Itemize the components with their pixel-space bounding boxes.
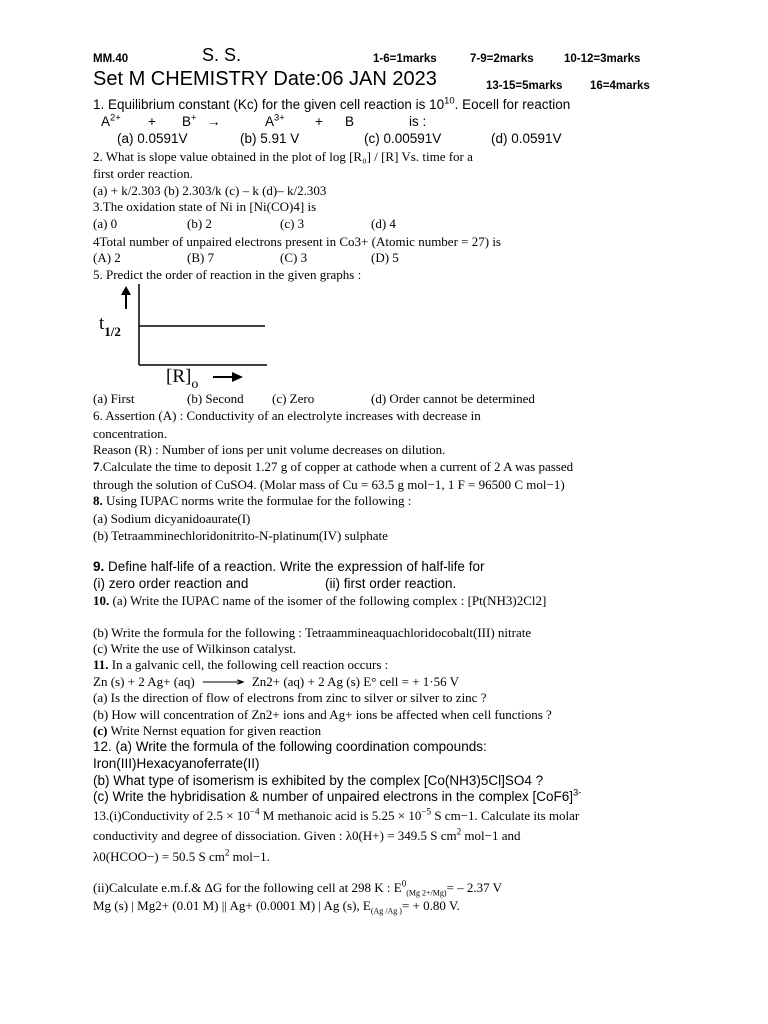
q10-part-a: 10. (a) Write the IUPAC name of the isomer of the following complex : [Pt(NH3)2Cl2] [93, 593, 547, 608]
q3-option-a: (a) 0 [93, 216, 118, 231]
q1-stem: 1. Equilibrium constant (Kc) for the given cell reaction is $10^{10}$. Eocell for reaction [93, 95, 571, 112]
graph-x-label: $[R]_o$ [166, 366, 199, 392]
marks-scheme-3: 10-12=3marks [564, 53, 641, 65]
q5-option-d: (d) Order cannot be determined [371, 391, 535, 406]
q9-stem: 9. Define half-life of a reaction. Write the expression of half-life for [93, 559, 485, 574]
q2-line2: first order reaction. [93, 166, 193, 181]
q13-line5: Mg (s) | Mg2+ (0.01 M) || Ag+ (0.0001 M) | Ag (s), $E_{(Ag /Ag )}= + 0.80$ V. [93, 898, 460, 916]
q1-option-c: (c) 0.00591V [364, 131, 442, 146]
q9-part-i: (i) zero order reaction and [93, 576, 249, 591]
q4-option-b: (B) 7 [187, 250, 215, 265]
q11-part-b: (b) How will concentration of Zn2+ ions and Ag+ ions be affected when cell functions ? [93, 707, 552, 722]
q7-line1: 7.Calculate the time to deposit 1.27 g of copper at cathode when a current of 2 A was passed [93, 459, 574, 474]
q2-line1: 2. What is slope value obtained in the plot of log [R₀] / [R] Vs. time for a [93, 149, 473, 164]
q12-part-a: 12. (a) Write the formula of the following coordination compounds: [93, 739, 487, 754]
graph-x-arrow [213, 372, 243, 382]
page-title: Set M CHEMISTRY Date:06 JAN 2023 [93, 68, 437, 90]
q1-option-a: (a) 0.0591V [117, 131, 188, 146]
q4-option-d: (D) 5 [371, 250, 399, 265]
q13-line3: λ0(HCOO−) = 50.5 S $cm^2$ mol−1. [93, 847, 270, 864]
q5-option-c: (c) Zero [272, 391, 315, 406]
q3-stem: 3.The oxidation state of Ni in [Ni(CO)4] is [93, 199, 317, 214]
graph-y-label: $t_{1/2}$ [99, 313, 121, 339]
max-marks: MM.40 [93, 53, 129, 65]
q13-line4: (ii)Calculate e.m.f.& ΔG for the following cell at 298 K : $E^0_{(Mg 2+/Mg)}= - 2.37$ V [93, 878, 503, 898]
q7-line2: through the solution of CuSO4. (Molar mass of Cu = 63.5 g mol−1, 1 F = 96500 C mol−1) [93, 477, 565, 492]
q4-option-c: (C) 3 [280, 250, 308, 265]
q5-stem: 5. Predict the order of reaction in the given graphs : [93, 267, 362, 282]
q6-line3: Reason (R) : Number of ions per unit volume decreases on dilution. [93, 442, 446, 457]
q12-compound: Iron(III)Hexacyanoferrate(II) [93, 756, 260, 771]
subject-code: S. S. [202, 45, 242, 65]
q9-part-ii: (ii) first order reaction. [325, 576, 457, 591]
marks-scheme-5: 16=4marks [590, 80, 650, 92]
q10-part-b: (b) Write the formula for the following : Tetraammineaquachloridocobalt(III) nitrate [93, 625, 532, 640]
q3-option-b: (b) 2 [187, 216, 212, 231]
q11-reaction: Zn (s) + 2 Ag+ (aq) ⟶ Zn2+ (aq) + 2 Ag (s) E° cell = + 1·56 V [93, 674, 460, 689]
half-life-graph [95, 282, 275, 392]
q5-option-a: (a) First [93, 391, 135, 406]
q6-line1: 6. Assertion (A) : Conductivity of an electrolyte increases with decrease in [93, 408, 481, 423]
q11-part-c: (c) Write Nernst equation for given reaction [93, 723, 322, 738]
q8-option-b: (b) Tetraamminechloridonitrito-N-platinum(IV) sulphate [93, 528, 388, 543]
q2-options: (a) + k/2.303 (b) 2.303/k (c) – k (d)– k/2.303 [93, 183, 327, 198]
q11-part-a: (a) Is the direction of flow of electrons from zinc to silver or silver to zinc ? [93, 690, 487, 705]
marks-scheme-1: 1-6=1marks [373, 53, 437, 65]
q3-option-c: (c) 3 [280, 216, 305, 231]
q13-line1: 13.(i)Conductivity of $2.5 \times 10^{-4}$ M methanoic acid is $5.25 \times 10^{-5}$ S cm−1. Calculate its molar [93, 806, 580, 823]
q8-stem: 8. Using IUPAC norms write the formulae for the following : [93, 493, 412, 508]
q10-part-c: (c) Write the use of Wilkinson catalyst. [93, 641, 297, 656]
q11-stem: 11. In a galvanic cell, the following cell reaction occurs : [93, 657, 389, 672]
q4-stem: 4Total number of unpaired electrons present in Co3+ (Atomic number = 27) is [93, 234, 501, 249]
q6-line2: concentration. [93, 426, 167, 441]
q13-line2: conductivity and degree of dissociation. Given : λ0(H+) = 349.5 S $cm^2$ mol−1 and [93, 826, 521, 843]
graph-y-arrow [121, 286, 131, 309]
marks-scheme-4: 13-15=5marks [486, 80, 563, 92]
marks-scheme-2: 7-9=2marks [470, 53, 534, 65]
q12-part-b: (b) What type of isomerism is exhibited by the complex [Co(NH3)5Cl]SO4 ? [93, 773, 544, 788]
q8-option-a: (a) Sodium dicyanidoaurate(I) [93, 511, 251, 526]
q12-part-c: (c) Write the hybridisation & number of unpaired electrons in the complex $[CoF6]^{3-}$ [93, 787, 582, 804]
q1-option-d: (d) 0.0591V [491, 131, 562, 146]
q5-option-b: (b) Second [187, 391, 244, 406]
q4-option-a: (A) 2 [93, 250, 121, 265]
q1-option-b: (b) 5.91 V [240, 131, 300, 146]
q3-option-d: (d) 4 [371, 216, 396, 231]
